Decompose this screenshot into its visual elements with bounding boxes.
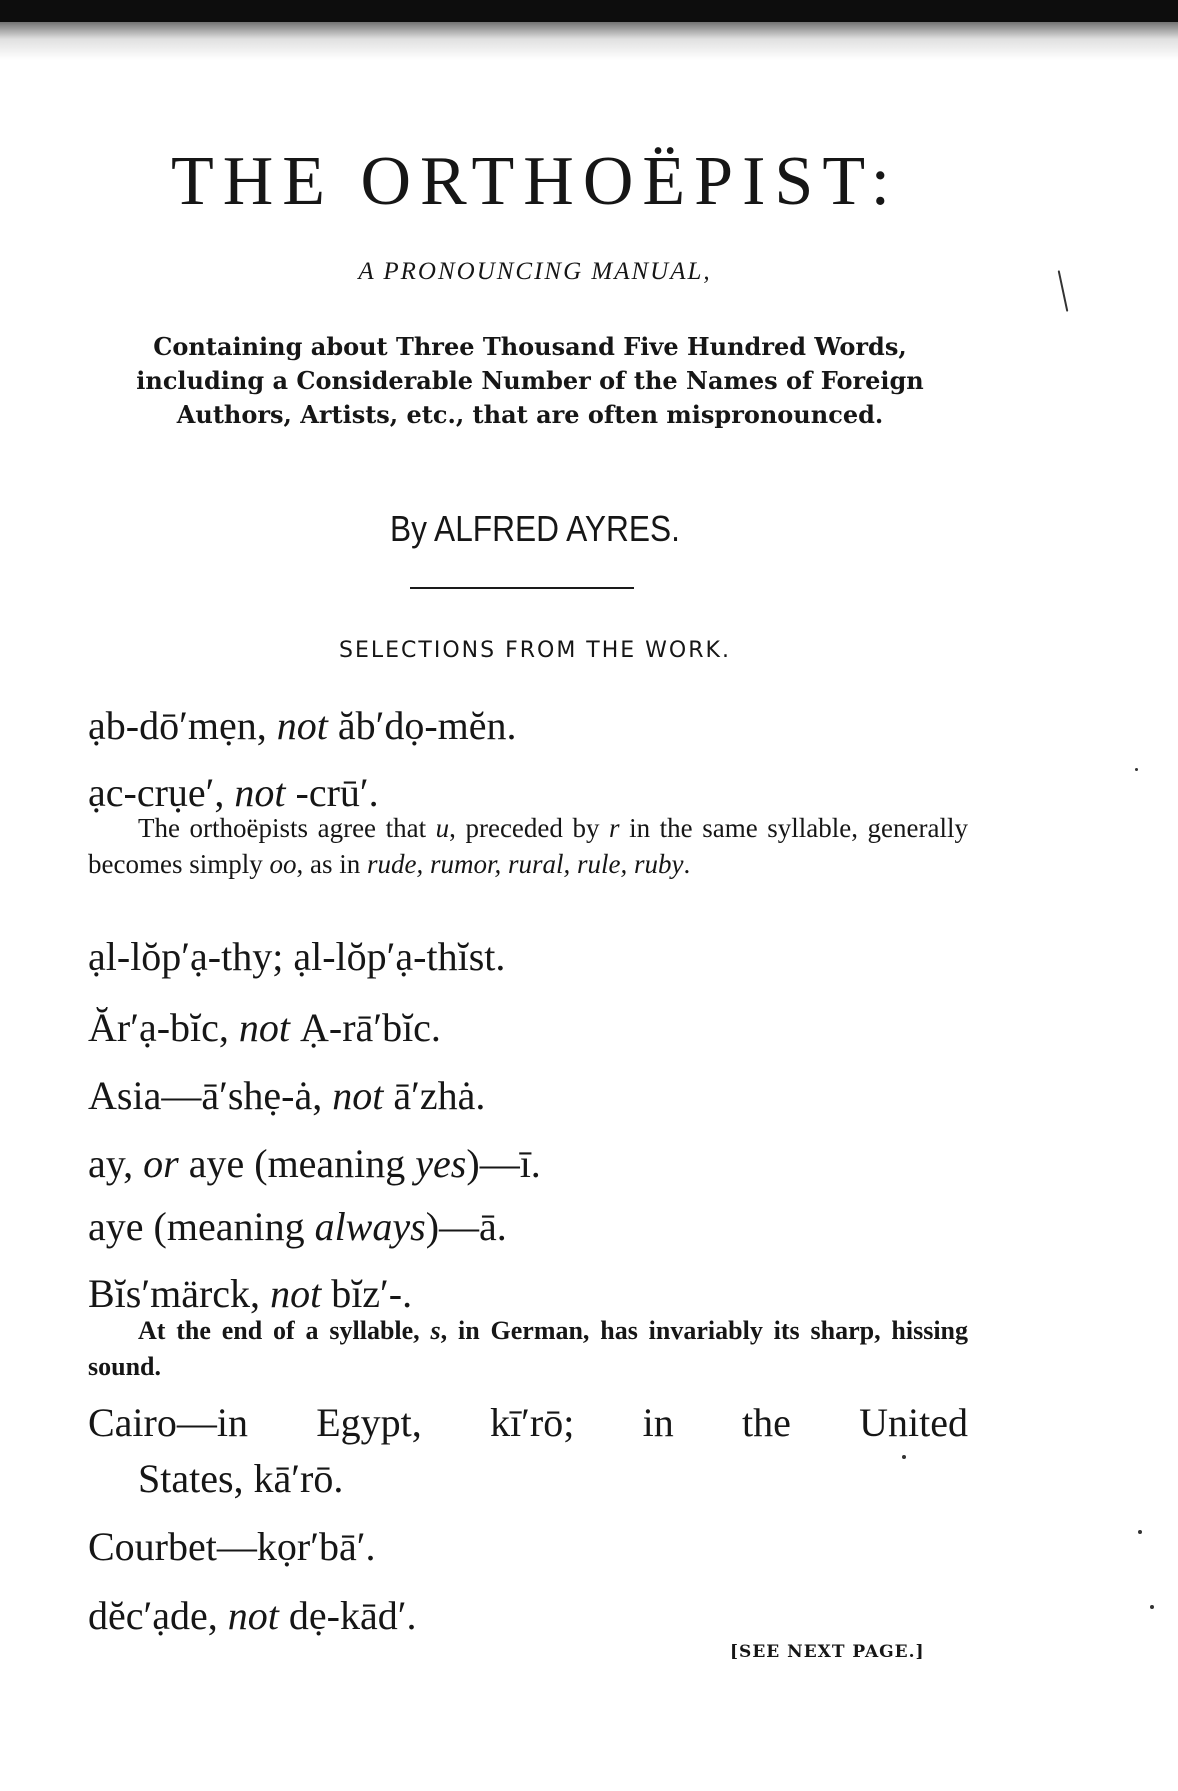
entry-arabic: Ăr′ạ-bĭc, not Ạ-rā′bĭc. (88, 1005, 441, 1050)
entry-bismarck: Bĭs′märck, not bĭz′-. (88, 1271, 413, 1316)
book-title: THE ORTHOËPIST: (170, 143, 900, 220)
note-accrue: The orthoëpists agree that u, preceded by r in the same syllable, generally becomes simply oo, as in rude, rumor, rural, rule, ruby. (88, 813, 968, 879)
entry-aye: aye (meaning always)—ā. (88, 1204, 507, 1249)
divider-rule (410, 587, 634, 589)
entry-courbet: Courbet—kọr′bā′. (88, 1524, 376, 1569)
entry-abdomen: ạb-dō′mẹn, not ăb′dọ-mĕn. (88, 703, 517, 748)
entry-allopathy: ạl-lŏp′ạ-thy; ạl-lŏp′ạ-thĭst. (88, 934, 506, 979)
selections-heading: SELECTIONS FROM THE WORK. (339, 638, 731, 663)
entry-asia: Asia—ā′shẹ-ȧ, not ā′zhȧ. (88, 1073, 486, 1118)
book-subtitle: A PRONOUNCING MANUAL, (358, 258, 712, 285)
book-description: Containing about Three Thousand Five Hundred Words, including a Considerable Number of the Names of Foreign Authors, Artists, etc., that are often mispronounced. (136, 332, 924, 429)
scan-speck (902, 1455, 906, 1459)
entry-ay: ay, or aye (meaning yes)—ī. (88, 1141, 541, 1186)
scan-speck (1135, 768, 1138, 771)
author-byline: By ALFRED AYRES. (390, 508, 680, 549)
see-next-page: [SEE NEXT PAGE.] (730, 1642, 925, 1662)
entry-accrue: ạc-crụe′, not -crū′. (88, 770, 379, 815)
note-bismarck: At the end of a syllable, s, in German, has invariably its sharp, hissing sound. (88, 1316, 969, 1381)
scan-speck (1150, 1605, 1154, 1609)
entry-cairo: Cairo—in Egypt, kī′rō; in the United States, kā′rō. (88, 1400, 968, 1501)
entry-decade: dĕc′ạde, not dẹ-kād′. (88, 1593, 417, 1638)
scan-speck (1138, 1530, 1142, 1534)
